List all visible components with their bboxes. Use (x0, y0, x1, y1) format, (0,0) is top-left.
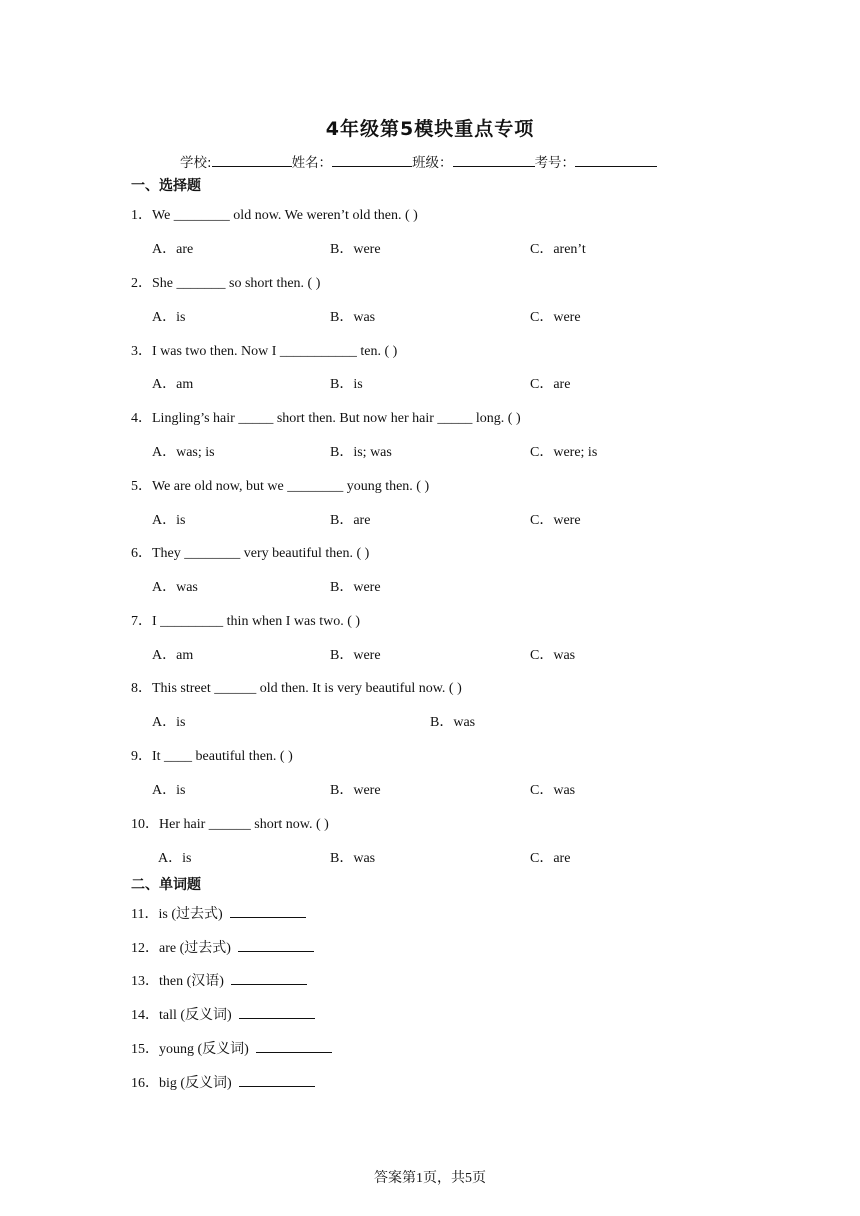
word-question-16-blank (239, 1072, 315, 1087)
word-question-12 (131, 937, 314, 957)
exam-number-label: 考号： (534, 155, 576, 171)
name-blank (332, 152, 412, 167)
question-7: 7．I _________ thin when I was two. ( ) (131, 614, 361, 629)
question-9: 9．It ____ beautiful then. ( ) (131, 749, 293, 764)
question-1-option-a: A．are (152, 242, 194, 257)
question-3-option-a: A．am (152, 377, 194, 392)
school-label: 学校: (180, 155, 212, 171)
question-8: 8．This street ______ old then. It is very beautiful now. ( ) (131, 681, 462, 696)
question-10-option-a: A．is (158, 851, 192, 866)
question-5-option-c: C．were (530, 513, 581, 528)
word-question-15-blank (256, 1038, 332, 1053)
word-question-14-blank (239, 1004, 315, 1019)
question-10: 10．Her hair ______ short now. ( ) (131, 817, 329, 832)
word-question-16-text: 16．big (反义词) (131, 1076, 232, 1091)
question-1-option-b: B．were (330, 242, 381, 257)
school-blank (212, 152, 292, 167)
question-10-option-c: C．are (530, 851, 571, 866)
question-9-option-b: B．were (330, 783, 381, 798)
word-question-13 (131, 970, 307, 990)
section-choice-heading: 一、选择题 (131, 178, 201, 194)
word-question-13-text: 13．then (汉语) (131, 974, 224, 989)
question-8-option-b: B．was (430, 715, 476, 730)
word-question-12-blank (238, 937, 314, 952)
word-question-12-text: 12．are (过去式) (131, 941, 231, 956)
question-7-option-b: B．were (330, 648, 381, 663)
word-question-14 (131, 1004, 315, 1024)
question-9-option-c: C．was (530, 783, 576, 798)
question-2-option-b: B．was (330, 310, 376, 325)
question-4: 4．Lingling’s hair _____ short then. But now her hair _____ long. ( ) (131, 411, 521, 426)
word-question-11-blank (230, 903, 306, 918)
question-6-option-b: B．were (330, 580, 381, 595)
question-2-option-c: C．were (530, 310, 581, 325)
question-7-option-a: A．am (152, 648, 194, 663)
question-3: 3．I was two then. Now I ___________ ten. ( ) (131, 344, 398, 359)
word-question-11-text: 11．is (过去式) (131, 907, 223, 922)
page-title: 4年级第5模块重点专项 (325, 118, 535, 140)
question-1: 1．We ________ old now. We weren’t old then. ( ) (131, 208, 418, 223)
word-question-11 (131, 903, 306, 923)
question-8-option-a: A．is (152, 715, 186, 730)
question-5-option-a: A．is (152, 513, 186, 528)
word-question-13-blank (231, 970, 307, 985)
question-4-option-c: C．were; is (530, 445, 598, 460)
question-1-option-c: C．aren’t (530, 242, 586, 257)
section-words-heading: 二、单词题 (131, 877, 201, 893)
name-label: 姓名： (291, 155, 333, 171)
question-5: 5．We are old now, but we ________ young then. ( ) (131, 479, 430, 494)
question-3-option-c: C．are (530, 377, 571, 392)
page-footer: 答案第1页，共5页 (374, 1171, 486, 1186)
question-9-option-a: A．is (152, 783, 186, 798)
word-question-15 (131, 1038, 332, 1058)
question-6: 6．They ________ very beautiful then. ( ) (131, 546, 370, 561)
question-2-option-a: A．is (152, 310, 186, 325)
question-2: 2．She _______ so short then. ( ) (131, 276, 321, 291)
question-7-option-c: C．was (530, 648, 576, 663)
question-4-option-b: B．is; was (330, 445, 392, 460)
word-question-15-text: 15．young (反义词) (131, 1042, 249, 1057)
exam-number-blank (575, 152, 657, 167)
question-10-option-b: B．was (330, 851, 376, 866)
question-3-option-b: B．is (330, 377, 363, 392)
question-4-option-a: A．was; is (152, 445, 215, 460)
word-question-16 (131, 1072, 315, 1092)
question-6-option-a: A．was (152, 580, 198, 595)
student-info-line (180, 151, 657, 172)
class-label: 班级： (412, 155, 453, 171)
question-5-option-b: B．are (330, 513, 371, 528)
word-question-14-text: 14．tall (反义词) (131, 1008, 232, 1023)
class-blank (453, 152, 535, 167)
